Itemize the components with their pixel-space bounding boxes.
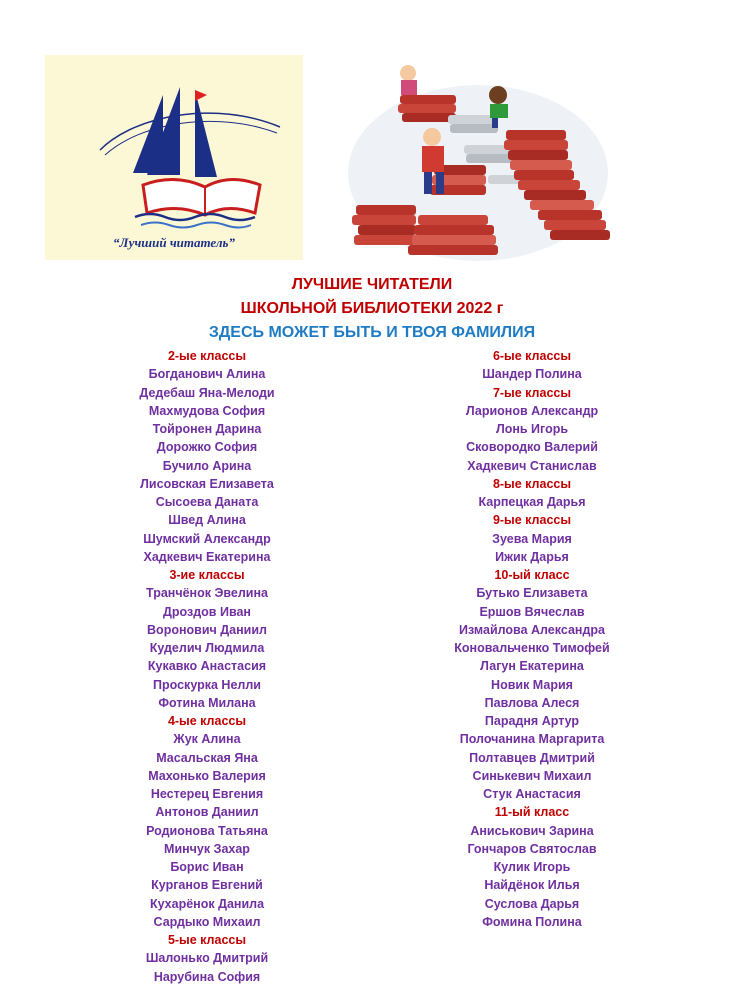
reader-name: Лисовская Елизавета [140,476,274,491]
reader-name: Дедебаш Яна-Мелоди [139,385,275,400]
reader-name: Шумский Александр [143,531,271,546]
reader-name: Дорожко София [156,440,258,455]
reader-name: Кулик Игорь [493,860,571,874]
reader-name: Шалонько Дмитрий [145,951,269,966]
grade-heading: 10-ый класс [494,568,570,582]
reader-name: Бучило Арина [162,458,252,473]
reader-name: Борис Иван [170,860,244,874]
title-line-1: ЛУЧШИЕ ЧИТАТЕЛИ [291,276,453,293]
reader-name: Нестерец Евгения [150,787,264,801]
grade-heading: 2-ые классы [167,349,247,363]
reader-name: Павлова Алеся [484,695,580,710]
reader-name: Махонько Валерия [148,768,266,783]
right-readers-column [412,347,652,931]
reader-name: Лагун Екатерина [480,659,584,674]
reader-name: Ларионов Александр [465,403,599,418]
reader-name: Кукавко Анастасия [147,659,267,674]
reader-name: Измайлова Александра [459,622,605,637]
reader-name: Кухарёнок Данила [149,896,265,911]
left-readers-column [87,347,327,986]
sailboat-book-logo-icon [45,55,303,260]
children-on-book-stacks-icon [338,55,618,265]
reader-name: Сковородко Валерий [466,440,598,455]
reader-name: Швед Алина [168,513,246,528]
reader-name: Найдёнок Илья [484,878,580,893]
grade-heading: 5-ые классы [167,933,247,947]
reader-name: Куделич Людмила [149,641,265,655]
reader-name: Воронович Даниил [147,622,267,637]
subtitle: ЗДЕСЬ МОЖЕТ БЫТЬ И ТВОЯ ФАМИЛИЯ [208,324,536,341]
reader-name: Ижик Дарья [495,549,569,564]
reader-name: Ершов Вячеслав [479,604,585,619]
reader-name: Карпецкая Дарья [478,495,586,509]
reader-name: Полочанина Маргарита [459,732,605,747]
logo-caption: “Лучший читатель” [113,235,235,250]
reader-name: Тойронен Дарина [152,422,262,436]
reader-name: Гончаров Святослав [467,841,597,856]
reader-name: Фотина Милана [158,695,256,710]
reader-name: Коновальченко Тимофей [454,641,610,655]
logo-year: 2022 [149,162,174,174]
grade-heading: 9-ые классы [492,513,572,528]
reader-name: Сардыко Михаил [153,914,261,929]
reader-name: Шандер Полина [482,367,582,382]
reader-name: Синькевич Михаил [472,768,592,783]
grade-heading: 11-ый класс [494,805,570,820]
reader-name: Минчук Захар [164,841,250,856]
reader-name: Лонь Игорь [495,422,569,436]
reader-name: Курганов Евгений [151,878,263,893]
grade-heading: 8-ые классы [492,476,572,491]
reader-name: Сысоева Даната [155,495,259,509]
grade-heading: 6-ые классы [492,349,572,363]
reader-name: Новик Мария [491,677,573,692]
reader-name: Антонов Даниил [155,805,259,820]
reader-name: Хадкевич Станислав [467,458,597,473]
reader-name: Парадня Артур [484,714,580,728]
reader-name: Стук Анастасия [483,787,581,801]
grade-heading: 4-ые классы [167,714,247,728]
reader-name: Фомина Полина [482,914,582,929]
title-line-2: ШКОЛЬНОЙ БИБЛИОТЕКИ 2022 г [240,300,504,317]
reader-name: Махмудова София [148,403,266,418]
reader-name: Суслова Дарья [484,896,580,911]
reader-name: Хадкевич Екатерина [143,549,271,564]
grade-heading: 7-ые классы [492,385,572,400]
reader-name: Аниськович Зарина [470,823,594,838]
reader-name: Жук Алина [173,732,241,747]
reader-name: Родионова Татьяна [146,823,268,838]
reader-name: Транчёнок Эвелина [146,586,268,601]
reader-name: Дроздов Иван [163,604,251,619]
books-illustration [338,55,618,265]
reader-name: Полтавцев Дмитрий [469,750,595,765]
reader-name: Богданович Алина [148,367,266,382]
reader-name: Зуева Мария [492,531,572,546]
reader-name: Проскурка Нелли [153,677,261,692]
reader-contest-logo [45,55,303,260]
reader-name: Бутько Елизавета [476,586,588,601]
grade-heading: 3-ие классы [169,568,245,582]
reader-name: Масальская Яна [156,750,258,765]
reader-name: Нарубина София [153,969,261,984]
